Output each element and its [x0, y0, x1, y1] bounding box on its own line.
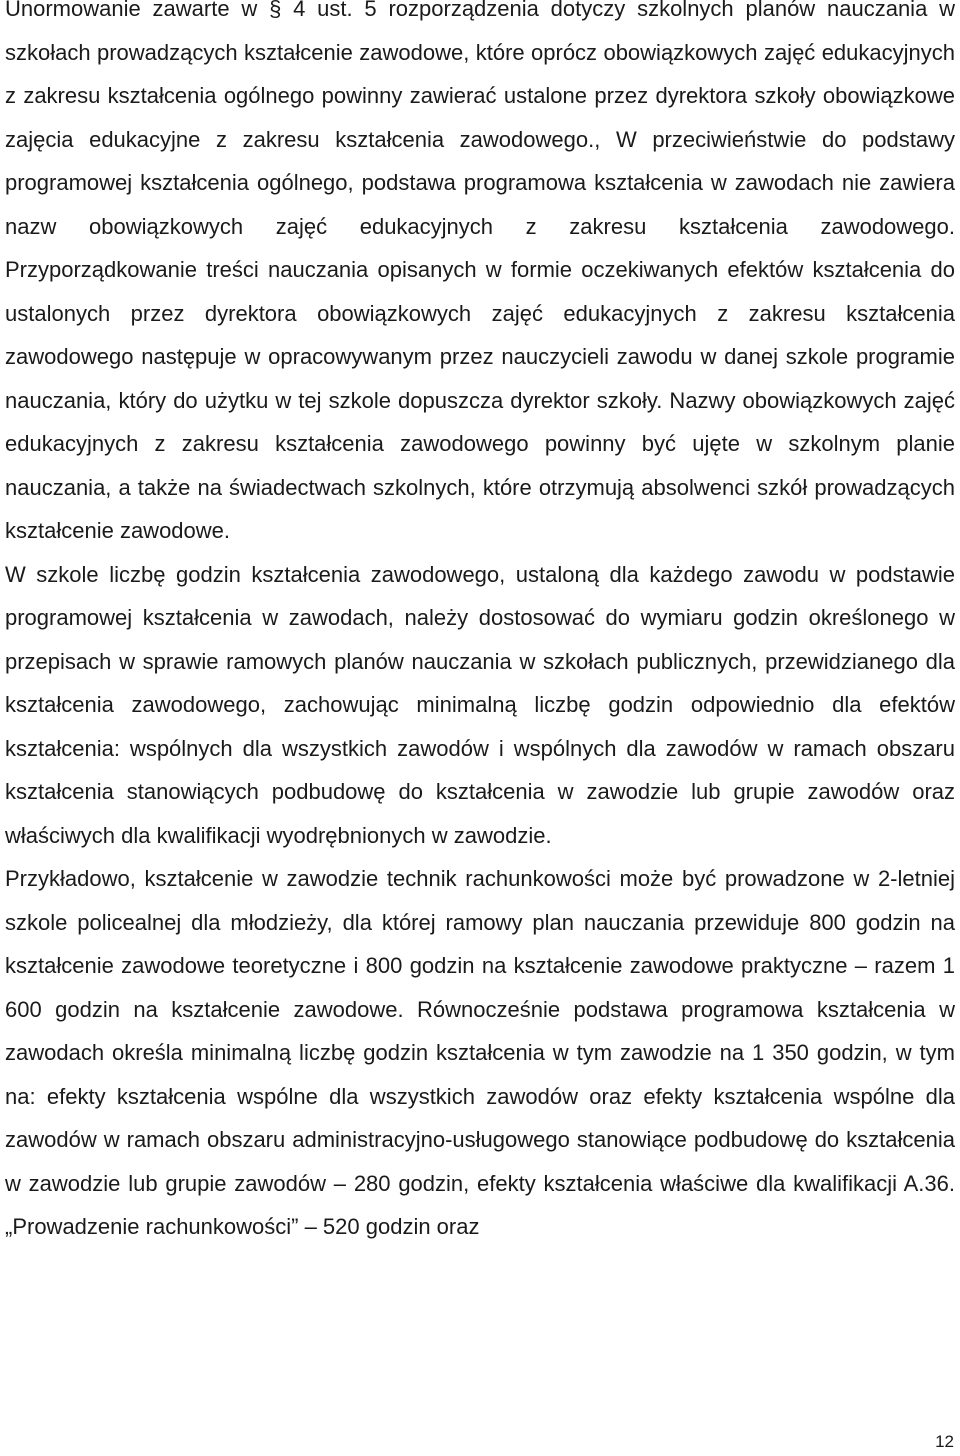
paragraph-1: Unormowanie zawarte w § 4 ust. 5 rozporządzenia dotyczy szkolnych planów nauczania w szkołach prowadzących kształcenie zawodowe, które oprócz obowiązkowych zajęć edukacyjnych z zakresu kształcenia ogólnego powinny zawierać ustalone przez dyrektora szkoły obowiązkowe zajęcia edukacyjne z zakresu kształcenia zawodowego., W przeciwieństwie do podstawy programowej kształcenia ogólnego, podstawa programowa kształcenia w zawodach nie zawiera nazw obowiązkowych zajęć edukacyjnych z zakresu kształcenia zawodowego. Przyporządkowanie treści nauczania opisanych w formie oczekiwanych efektów kształcenia do ustalonych przez dyrektora obowiązkowych zajęć edukacyjnych z zakresu kształcenia zawodowego następuje w opracowywanym przez nauczycieli zawodu w danej szkole programie nauczania, który do użytku w tej szkole dopuszcza dyrektor szkoły. Nazwy obowiązkowych zajęć edukacyjnych z zakresu kształcenia zawodowego powinny być ujęte w szkolnym planie nauczania, a także na świadectwach szkolnych, które otrzymują absolwenci szkół prowadzących kształcenie zawodowe.	[5, 0, 955, 543]
document-body	[5, 0, 955, 1249]
paragraph-3: Przykładowo, kształcenie w zawodzie technik rachunkowości może być prowadzone w 2-letniej szkole policealnej dla młodzieży, dla której ramowy plan nauczania przewiduje 800 godzin na kształcenie zawodowe teoretyczne i 800 godzin na kształcenie zawodowe praktyczne – razem 1 600 godzin na kształcenie zawodowe. Równocześnie podstawa programowa kształcenia w zawodach określa minimalną liczbę godzin kształcenia w tym zawodzie na 1 350 godzin, w tym na: efekty kształcenia wspólne dla wszystkich zawodów oraz efekty kształcenia wspólne dla zawodów w ramach obszaru administracyjno-usługowego stanowiące podbudowę do kształcenia w zawodzie lub grupie zawodów – 280 godzin, efekty kształcenia właściwe dla kwalifikacji A.36. „Prowadzenie rachunkowości” – 520 godzin oraz	[5, 866, 955, 1239]
paragraph-2: W szkole liczbę godzin kształcenia zawodowego, ustaloną dla każdego zawodu w podstawie programowej kształcenia w zawodach, należy dostosować do wymiaru godzin określonego w przepisach w sprawie ramowych planów nauczania w szkołach publicznych, przewidzianego dla kształcenia zawodowego, zachowując minimalną liczbę godzin odpowiednio dla efektów kształcenia: wspólnych dla wszystkich zawodów i wspólnych dla zawodów w ramach obszaru kształcenia stanowiących podbudowę do kształcenia w zawodzie lub grupie zawodów oraz właściwych dla kwalifikacji wyodrębnionych w zawodzie.	[5, 561, 955, 848]
page-number: 12	[935, 1432, 954, 1451]
